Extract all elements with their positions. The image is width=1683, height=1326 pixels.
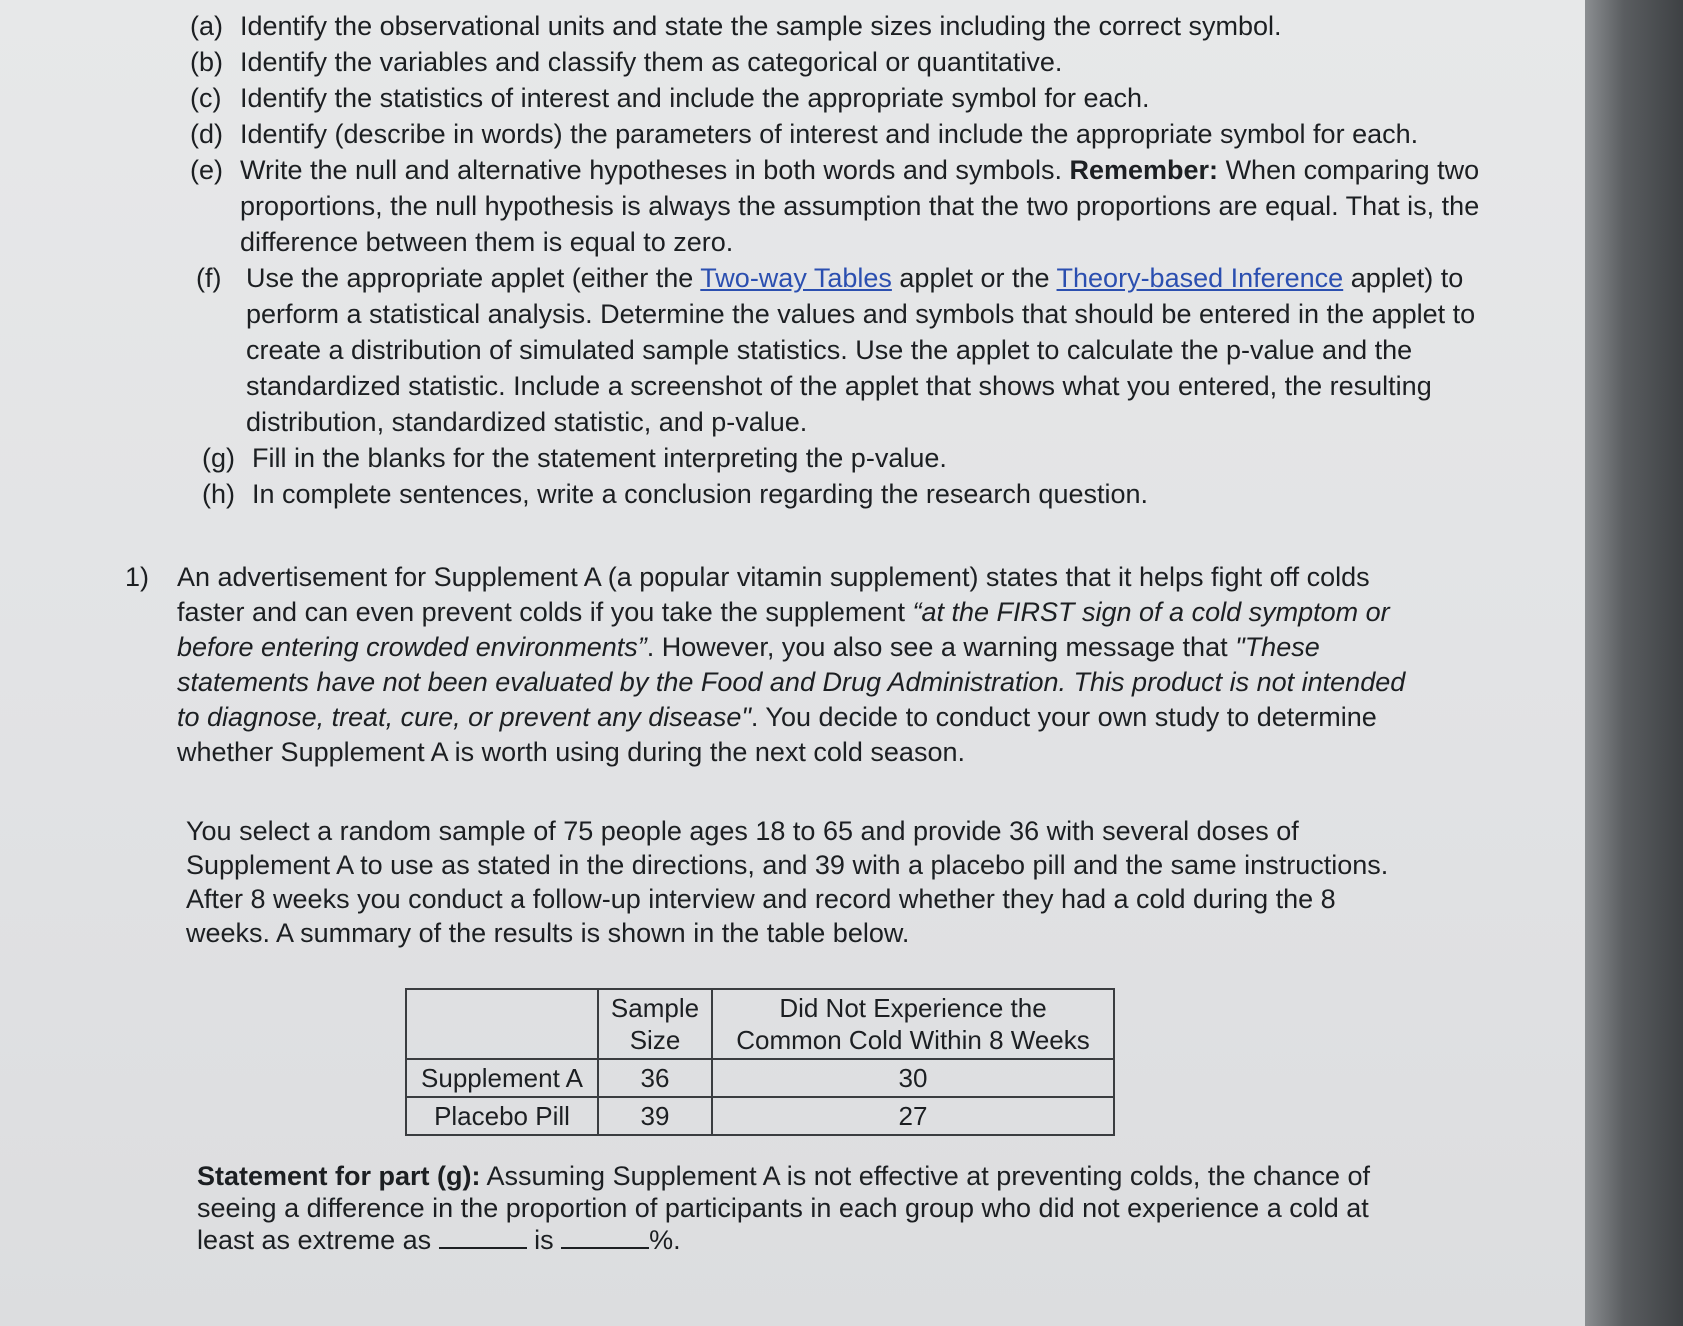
ad-quote: “at the FIRST sign of a cold symptom or before entering crowded environments” [177,597,1390,662]
part-text: Identify the variables and classify them as categorical or quantitative. [240,47,1063,77]
table-row [406,1059,1114,1097]
part-text [190,152,1520,260]
part-b [190,44,1520,80]
header-sample-size: Sample Size [598,989,712,1059]
count-cell: 30 [712,1059,1114,1097]
part-label: (d) [190,119,223,149]
header-empty-cell [406,989,598,1059]
background-edge [1585,0,1683,1326]
theory-based-inference-link[interactable]: Theory-based Inference [1056,263,1344,293]
part-text: Fill in the blanks for the statement interpreting the p-value. [252,443,947,473]
statement-percent: %. [649,1225,681,1255]
part-label: (f) [196,263,222,293]
statement-label: Statement for part (g): [197,1161,481,1191]
part-c [190,80,1520,116]
part-h [202,476,1520,512]
part-label: (h) [202,479,235,509]
group-cell: Placebo Pill [406,1097,598,1135]
fda-warning-quote: "These statements have not been evaluated by the Food and Drug Administration. This product is not intended to diagnose, treat, cure, or prevent any disease" [177,632,1406,732]
question-text [125,560,1425,770]
part-label: (e) [190,155,223,185]
part-f [196,260,1520,440]
part-text: Identify the statistics of interest and include the appropriate symbol for each. [240,83,1150,113]
blank-2[interactable] [561,1227,649,1249]
instruction-list [190,8,1520,512]
size-cell: 36 [598,1059,712,1097]
part-d [190,116,1520,152]
part-e [190,152,1520,260]
count-cell: 27 [712,1097,1114,1135]
part-text: Identify the observational units and state the sample sizes including the correct symbol. [240,11,1282,41]
statement-text: Assuming Supplement A is not effective at preventing colds, the chance of seeing a difference in the proportion of participants in each group who did not experience a cold at least as extreme as [197,1161,1371,1255]
question-text-2: . However, you also see a warning message that [646,632,1228,662]
group-cell: Supplement A [406,1059,598,1097]
size-cell: 39 [598,1097,712,1135]
part-e-text-before: Write the null and alternative hypotheses in both words and symbols. [240,155,1062,185]
question-number: 1) [125,562,150,592]
part-label: (g) [202,443,235,473]
part-f-text-1: Use the appropriate applet (either the [246,263,694,293]
study-description: You select a random sample of 75 people ages 18 to 65 and provide 36 with several doses of Supplement A to use as stated in the directions, and 39 with a placebo pill and the same instructions. After 8 weeks you conduct a follow-up interview and record whether they had a cold during the 8 weeks. A summary of the results is shown in the table below. [186,816,1389,948]
part-label: (a) [190,11,223,41]
part-g [202,440,1520,476]
blank-1[interactable] [439,1227,527,1249]
table-row [406,1097,1114,1135]
part-text: Identify (describe in words) the parameters of interest and include the appropriate symbol for each. [240,119,1419,149]
header-outcome: Did Not Experience the Common Cold Within 8 Weeks [712,989,1114,1059]
part-label: (c) [190,83,222,113]
question-text-1: An advertisement for Supplement A (a popular vitamin supplement) states that it helps fight off colds faster and can even prevent colds if you take the supplement [177,562,1370,627]
part-e-text-after: When comparing two proportions, the null hypothesis is always the assumption that the two proportions are equal. That is, the difference between them is equal to zero. [240,155,1480,257]
part-text: In complete sentences, write a conclusion regarding the research question. [252,479,1149,509]
part-f-text-3: applet) to perform a statistical analysis. Determine the values and symbols that should be entered in the applet to create a distribution of simulated sample statistics. Use the applet to calculate the p-value and the standardized statistic. Include a screenshot of the applet that shows what you entered, the resulting distribution, standardized statistic, and p-value. [246,263,1476,437]
part-f-text-2: applet or the [899,263,1050,293]
results-table [405,988,1115,1136]
question-1 [125,560,1425,770]
part-g-statement [197,1160,1377,1256]
part-label: (b) [190,47,223,77]
statement-is: is [534,1225,554,1255]
question-text-3: . You decide to conduct your own study to determine whether Supplement A is worth using during the next cold season. [177,702,1377,767]
remember-label: Remember: [1069,155,1219,185]
part-a [190,8,1520,44]
table-header-row [406,989,1114,1059]
two-way-tables-link[interactable]: Two-way Tables [700,263,892,293]
part-text [196,260,1520,440]
